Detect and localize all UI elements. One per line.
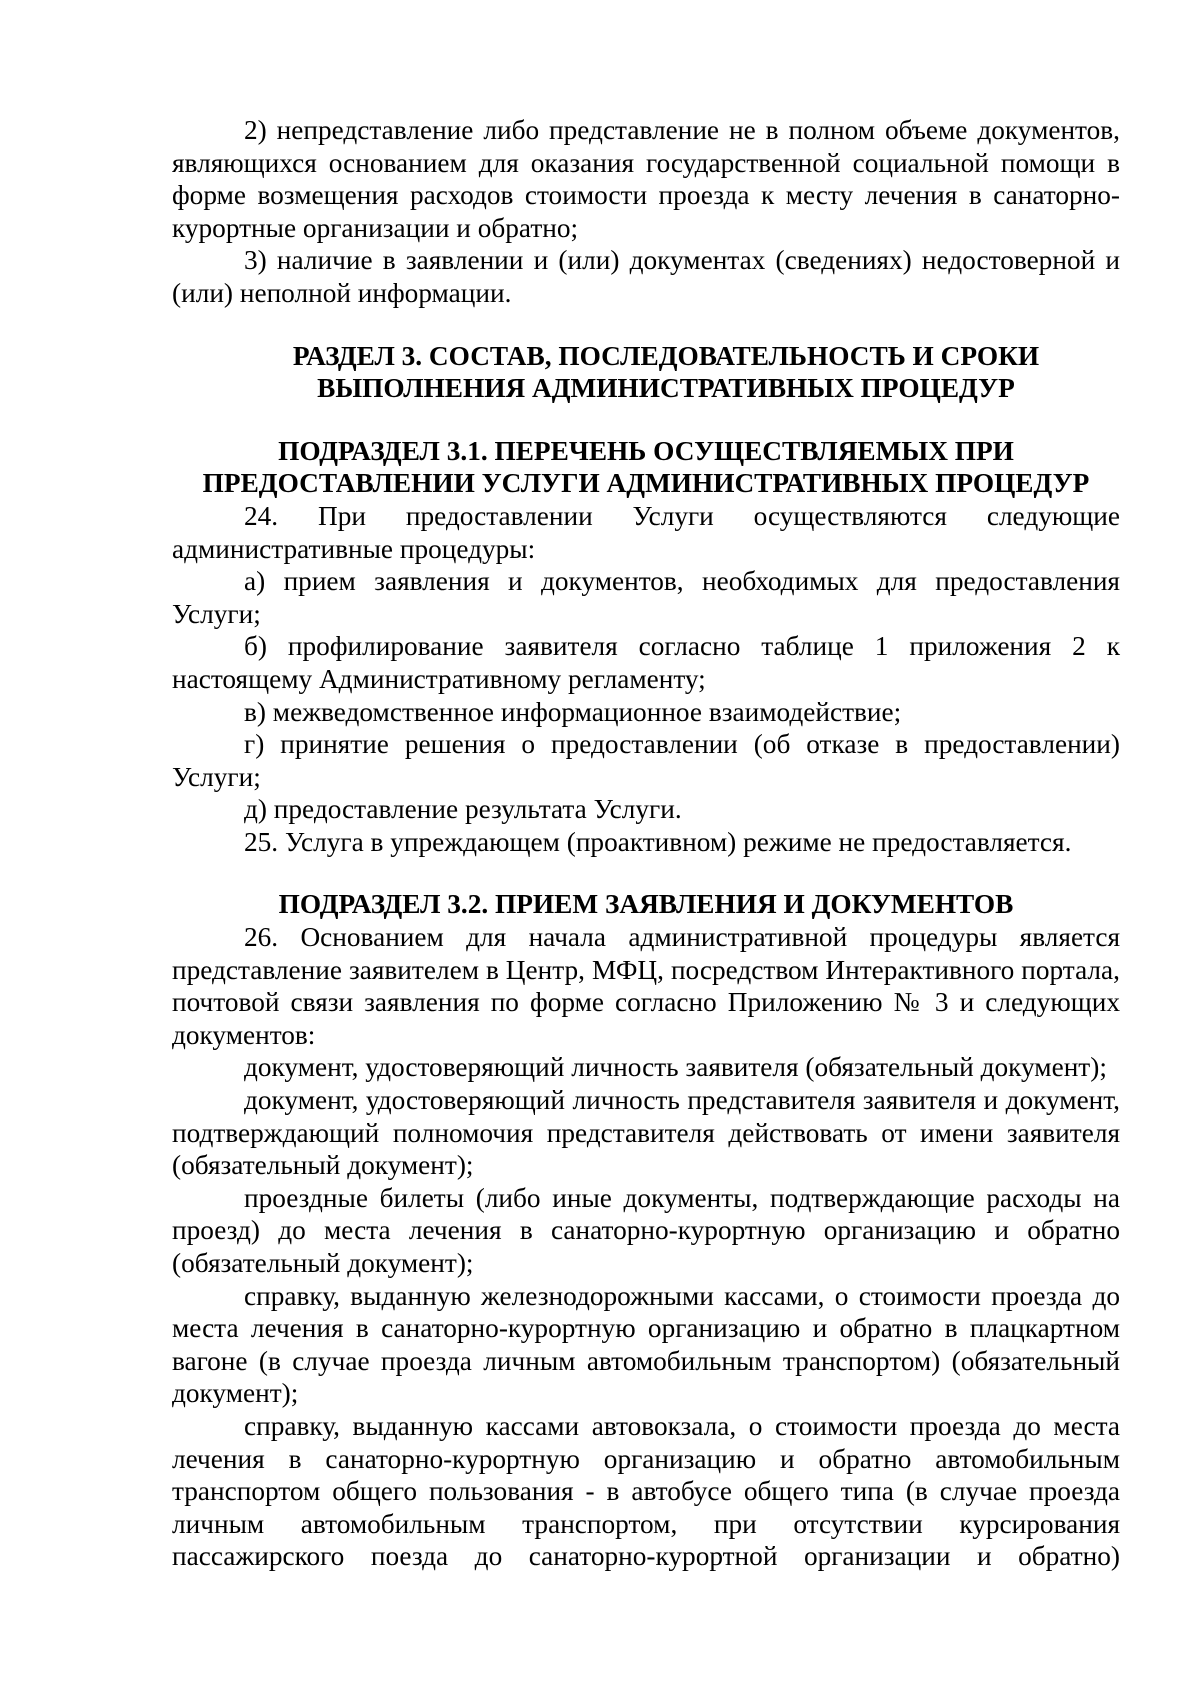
section-3-heading xyxy=(172,340,1120,405)
list-item-g: г) принятие решения о предоставлении (об отказе в предоставлении) Услуги; xyxy=(172,729,1120,792)
spacer xyxy=(172,310,1120,340)
subsection-3-1-heading-line-2: ПРЕДОСТАВЛЕНИИ УСЛУГИ АДМИНИСТРАТИВНЫХ ПРОЦЕДУР xyxy=(202,468,1090,499)
document-page xyxy=(172,114,1120,1573)
paragraph-26: 26. Основанием для начала административной процедуры является представление заявителем в Центр, МФЦ, посредством Интерактивного портала, почтовой связи заявления по форме согласно Приложению № 3 и следующих документов: xyxy=(172,922,1120,1050)
spacer xyxy=(172,405,1120,435)
subsection-3-1-heading-line-1: ПОДРАЗДЕЛ 3.1. ПЕРЕЧЕНЬ ОСУЩЕСТВЛЯЕМЫХ ПРИ xyxy=(278,435,1014,466)
subsection-3-1-heading xyxy=(172,435,1120,500)
document-item-railway-certificate: справку, выданную железнодорожными кассами, о стоимости проезда до места лечения в санаторно-курортную организацию и обратно в плацкартном вагоне (в случае проезда личным автомобильным транспортом) (обязательный документ); xyxy=(172,1280,1120,1409)
document-item-identity: документ, удостоверяющий личность заявителя (обязательный документ); xyxy=(244,1052,1107,1083)
document-item-tickets: проездные билеты (либо иные документы, подтверждающие расходы на проезд) до места лечения в санаторно-курортную организацию и обратно (обязательный документ); xyxy=(172,1182,1120,1278)
paragraph-24: 24. При предоставлении Услуги осуществляются следующие административные процедуры: xyxy=(172,500,1120,564)
spacer xyxy=(172,858,1120,888)
paragraph-25: 25. Услуга в упреждающем (проактивном) режиме не предоставляется. xyxy=(244,826,1072,857)
section-3-heading-line-2: ВЫПОЛНЕНИЯ АДМИНИСТРАТИВНЫХ ПРОЦЕДУР xyxy=(317,373,1015,404)
paragraph-item-2: 2) непредставление либо представление не в полном объеме документов, являющихся основанием для оказания государственной социальной помощи в форме возмещения расходов стоимости проезда к месту лечения в санаторно-курортные организации и обратно; xyxy=(172,115,1120,243)
list-item-a: а) прием заявления и документов, необходимых для предоставления Услуги; xyxy=(172,566,1120,629)
list-item-v: в) межведомственное информационное взаимодействие; xyxy=(244,696,902,727)
document-item-representative: документ, удостоверяющий личность представителя заявителя и документ, подтверждающий полномочия представителя действовать от имени заявителя (обязательный документ); xyxy=(172,1085,1120,1181)
paragraph-item-3: 3) наличие в заявлении и (или) документах (сведениях) недостоверной и (или) неполной информации. xyxy=(172,245,1120,308)
document-item-bus-certificate: справку, выданную кассами автовокзала, о стоимости проезда до места лечения в санаторно-курортную организацию и обратно автомобильным транспортом общего пользования - в автобусе общего типа (в случае проезда личным автомобильным транспортом, при отсутствии курсирования пассажирского поезда до санаторно-курортной организации и обратно) xyxy=(172,1410,1120,1572)
list-item-b: б) профилирование заявителя согласно таблице 1 приложения 2 к настоящему Административному регламенту; xyxy=(172,631,1120,694)
subsection-3-2-heading: ПОДРАЗДЕЛ 3.2. ПРИЕМ ЗАЯВЛЕНИЯ И ДОКУМЕНТОВ xyxy=(278,889,1014,920)
list-item-d: д) предоставление результата Услуги. xyxy=(244,794,682,825)
section-3-heading-line-1: РАЗДЕЛ 3. СОСТАВ, ПОСЛЕДОВАТЕЛЬНОСТЬ И СРОКИ xyxy=(292,340,1040,371)
